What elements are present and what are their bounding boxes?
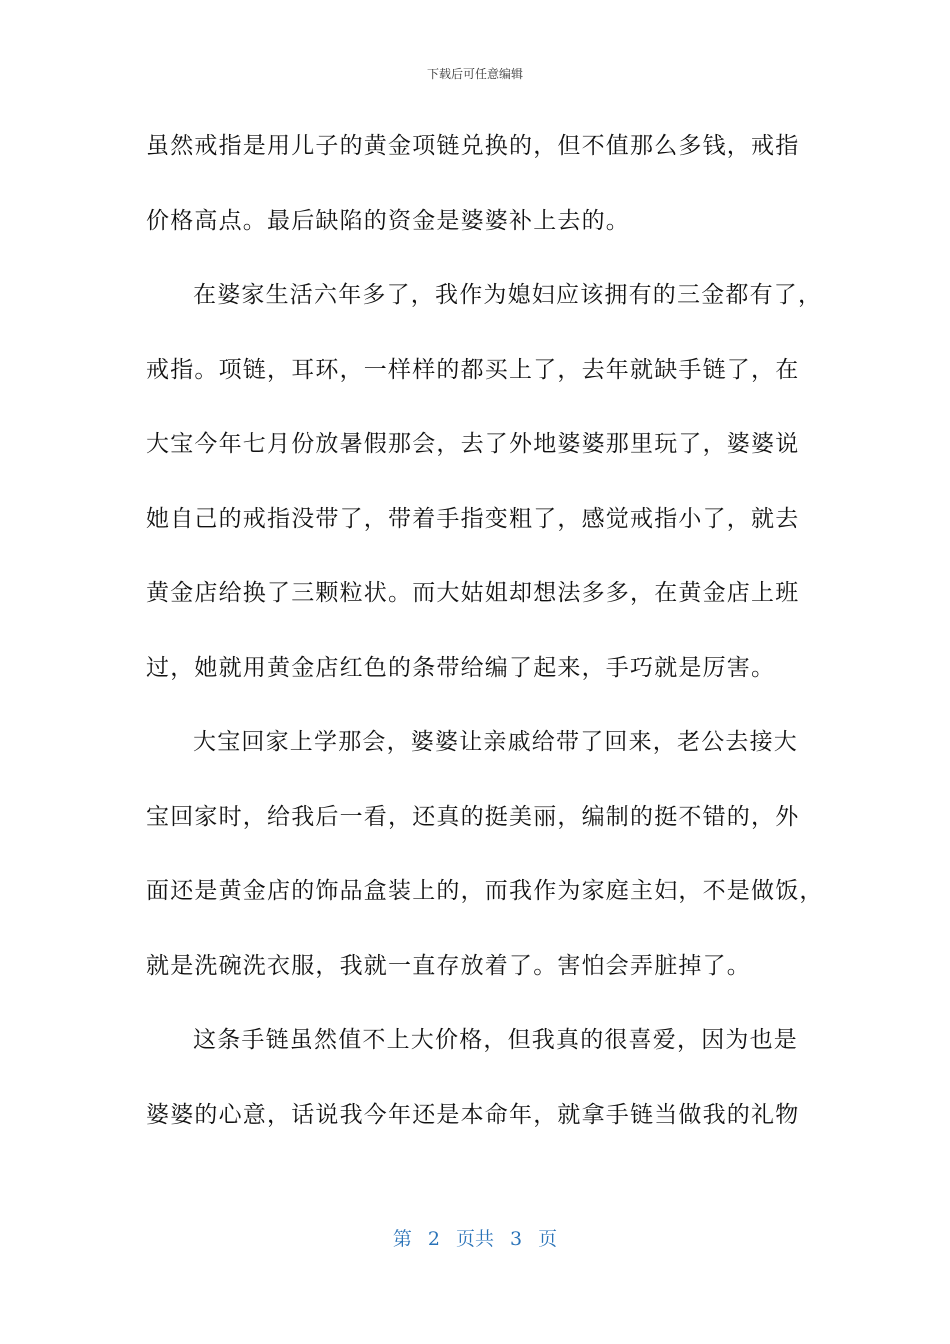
current-page-number: 2	[427, 1228, 440, 1250]
text-line: 价格高点。最后缺陷的资金是婆婆补上去的。	[146, 207, 630, 234]
page-header-note: 下载后可任意编辑	[426, 67, 523, 81]
page-number-footer	[0, 1226, 950, 1252]
paragraph-start-line: 大宝回家上学那会，婆婆让亲戚给带了回来，老公去接大	[193, 729, 798, 755]
text-line: 戒指。项链，耳环，一样样的都买上了，去年就缺手链了，在	[146, 356, 800, 383]
text-line: 婆婆的心意，话说我今年还是本命年，就拿手链当做我的礼物	[146, 1101, 800, 1128]
footer-prefix: 第	[392, 1228, 412, 1250]
text-line: 虽然戒指是用儿子的黄金项链兑换的，但不值那么多钱，戒指	[146, 133, 800, 159]
paragraph-start-line: 在婆家生活六年多了，我作为媳妇应该拥有的三金都有了，	[193, 282, 823, 308]
text-line: 面还是黄金店的饰品盒装上的，而我作为家庭主妇，不是做饭，	[146, 878, 824, 904]
text-line: 过，她就用黄金店红色的条带给编了起来，手巧就是厉害。	[146, 654, 776, 681]
text-line: 她自己的戒指没带了，带着手指变粗了，感觉戒指小了，就去	[146, 505, 800, 532]
footer-middle: 页共	[455, 1228, 494, 1250]
total-page-count: 3	[510, 1228, 523, 1250]
body-text	[146, 120, 824, 1163]
text-line: 大宝今年七月份放暑假那会，去了外地婆婆那里玩了，婆婆说	[146, 431, 800, 457]
text-line: 黄金店给换了三颗粒状。而大姑姐却想法多多，在黄金店上班	[146, 580, 800, 606]
text-line: 宝回家时，给我后一看，还真的挺美丽，编制的挺不错的，外	[146, 803, 800, 830]
text-line: 就是洗碗洗衣服，我就一直存放着了。害怕会弄脏掉了。	[146, 952, 751, 979]
paragraph-start-line: 这条手链虽然值不上大价格，但我真的很喜爱，因为也是	[193, 1027, 798, 1053]
footer-suffix: 页	[538, 1228, 558, 1250]
